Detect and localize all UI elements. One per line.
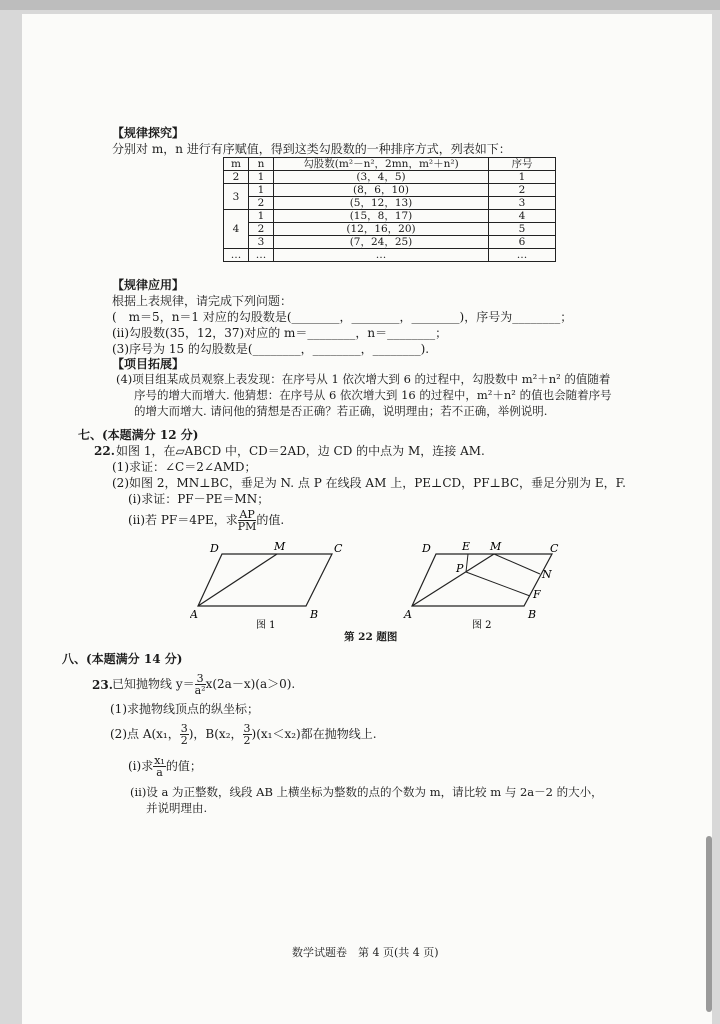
law-apply-intro: 根据上表规律，请完成下列问题： — [112, 294, 293, 308]
law-explore-intro: 分别对 m，n 进行有序赋值，得到这类勾股数的一种排序方式，列表如下： — [112, 142, 511, 156]
cell-index: … — [489, 249, 556, 262]
q23-stem-end: x(2a－x)(a＞0). — [205, 677, 296, 691]
q22-part1: (1)求证：∠C＝2∠AMD； — [112, 460, 257, 474]
fig2-label-b: B — [528, 608, 537, 621]
q23-part2-i — [128, 752, 202, 780]
fig1-label-d: D — [210, 542, 219, 555]
q23-part2-ii-line2: 并说明理由. — [146, 801, 208, 815]
q23-stem-text: 已知抛物线 y＝ — [112, 677, 195, 691]
fig2-label-d: D — [422, 542, 431, 555]
q22-part2-ii-end: 的值. — [256, 513, 285, 527]
three-halves-fraction — [243, 723, 252, 746]
cell-index: 2 — [489, 184, 556, 197]
cell-n: 1 — [249, 184, 274, 197]
cell-n: … — [249, 249, 274, 262]
fig1-label-c: C — [334, 542, 343, 555]
project-ext-line3: 的增大而增大. 请问他的猜想是否正确？若正确，说明理由；若不正确，举例说明. — [134, 404, 548, 418]
q23-part2-ii-line1: (ⅱ)设 a 为正整数，线段 AB 上横坐标为整数的点的个数为 m，请比较 m 与 2a－2 的大小， — [130, 785, 603, 799]
cell-n: 2 — [249, 223, 274, 236]
cell-triple: (8，6，10) — [274, 184, 489, 197]
cell-triple: (5，12，13) — [274, 197, 489, 210]
page-footer: 数学试题卷 第 4 页(共 4 页) — [292, 946, 439, 959]
scrollbar[interactable] — [706, 836, 712, 1012]
q22-part2-ii — [128, 506, 284, 534]
section8-heading: 八、(本题满分 14 分) — [62, 652, 183, 666]
fig2-label-m: M — [490, 540, 502, 553]
cell-n: 2 — [249, 197, 274, 210]
cell-m: 3 — [224, 184, 249, 210]
fraction-denominator: 2 — [180, 734, 188, 747]
fig2-label-p: P — [456, 562, 464, 575]
law-explore-heading: 【规律探究】 — [112, 126, 185, 140]
cell-m: 2 — [224, 171, 249, 184]
q22-stem: 如图 1，在▱ABCD 中，CD＝2AD，边 CD 的中点为 M，连接 AM. — [116, 444, 485, 458]
fig2-caption: 图 2 — [472, 620, 492, 630]
fig2-label-e: E — [462, 540, 471, 553]
fraction-denominator: 2 — [243, 734, 251, 747]
q22-part2-i: (ⅰ)求证：PF－PE＝MN； — [128, 492, 270, 506]
cell-index: 3 — [489, 197, 556, 210]
law-apply-q1: ( m＝5，n＝1 对应的勾股数是(________，________，________)，序号为________； — [112, 310, 573, 324]
q23-part2-c: )(x₁＜x₂)都在抛物线上. — [251, 727, 377, 741]
fig1-label-m: M — [274, 540, 286, 553]
q23-part1: (1)求抛物线顶点的纵坐标； — [110, 702, 259, 716]
cell-index: 1 — [489, 171, 556, 184]
section7-heading: 七、(本题满分 12 分) — [78, 428, 199, 442]
q22-number: 22. — [94, 444, 115, 458]
x1-over-a-fraction — [153, 755, 166, 778]
table-row — [224, 171, 556, 184]
q22-part2: (2)如图 2，MN⊥BC，垂足为 N. 点 P 在线段 AM 上，PE⊥CD，PF⊥BC，垂足分别为 E，F. — [112, 476, 626, 490]
cell-m: 4 — [224, 210, 249, 249]
q23-part2-a: (2)点 A(x₁， — [110, 727, 180, 741]
cell-index: 5 — [489, 223, 556, 236]
cell-n: 1 — [249, 210, 274, 223]
law-apply-q2: (ⅱ)勾股数(35，12，37)对应的 m＝________，n＝________； — [112, 326, 448, 340]
figure-2-parallelogram — [400, 540, 570, 630]
fig1-label-b: B — [310, 608, 319, 621]
fig2-label-a: A — [404, 608, 412, 621]
table-row — [224, 249, 556, 262]
table-header-triple: 勾股数(m²－n²，2mn，m²＋n²) — [274, 158, 489, 171]
fraction-numerator: 3 — [196, 672, 204, 685]
three-halves-fraction — [180, 723, 189, 746]
cell-index: 4 — [489, 210, 556, 223]
law-apply-q3: (3)序号为 15 的勾股数是(________，________，________). — [112, 342, 430, 356]
q23-part2-i-text: (ⅰ)求 — [128, 759, 154, 773]
cell-n: 3 — [249, 236, 274, 249]
cell-n: 1 — [249, 171, 274, 184]
browser-top-bar — [0, 0, 720, 10]
fig1-label-a: A — [190, 608, 198, 621]
pythagorean-table — [223, 157, 556, 262]
fraction-numerator: AP — [239, 508, 255, 521]
project-ext-line1: (4)项目组某成员观察上表发现：在序号从 1 依次增大到 6 的过程中，勾股数中 m²＋n² 的值随着 — [116, 372, 611, 386]
q23-stem — [112, 670, 295, 698]
ap-over-pm-fraction — [238, 509, 257, 532]
fraction-denominator: a — [156, 766, 163, 779]
table-row — [224, 223, 556, 236]
q23-part2-i-end: 的值； — [165, 759, 202, 773]
law-apply-heading: 【规律应用】 — [112, 278, 185, 292]
fraction-numerator: 3 — [180, 722, 188, 735]
cell-triple: (15，8，17) — [274, 210, 489, 223]
three-over-a-squared — [195, 673, 206, 696]
fig1-caption: 图 1 — [256, 620, 276, 630]
fraction-denominator: a² — [194, 684, 206, 697]
table-header-n: n — [249, 158, 274, 171]
cell-triple: (12，16，20) — [274, 223, 489, 236]
q23-part2 — [110, 720, 377, 748]
fig2-label-c: C — [550, 542, 559, 555]
q23-number: 23. — [92, 678, 113, 692]
table-row — [224, 236, 556, 249]
cell-triple: … — [274, 249, 489, 262]
table-row — [224, 184, 556, 197]
fraction-numerator: x₁ — [154, 754, 165, 767]
fig2-label-f: F — [533, 588, 541, 601]
table-row — [224, 197, 556, 210]
fraction-denominator: PM — [237, 520, 257, 533]
table-header-m: m — [224, 158, 249, 171]
project-ext-line2: 序号的增大而增大. 他猜想：在序号从 6 依次增大到 16 的过程中，m²＋n² 的值也会随着序号 — [134, 388, 612, 402]
cell-triple: (3，4，5) — [274, 171, 489, 184]
q22-part2-ii-text: (ⅱ)若 PF＝4PE，求 — [128, 513, 238, 527]
table-header-index: 序号 — [489, 158, 556, 171]
figure-caption: 第 22 题图 — [344, 631, 398, 643]
cell-triple: (7，24，25) — [274, 236, 489, 249]
fig2-label-n: N — [542, 568, 552, 581]
fraction-numerator: 3 — [243, 722, 251, 735]
cell-index: 6 — [489, 236, 556, 249]
table-row — [224, 210, 556, 223]
cell-m: … — [224, 249, 249, 262]
figure-1-parallelogram — [190, 540, 350, 630]
q23-part2-b: )，B(x₂， — [188, 727, 243, 741]
project-ext-heading: 【项目拓展】 — [112, 357, 185, 371]
